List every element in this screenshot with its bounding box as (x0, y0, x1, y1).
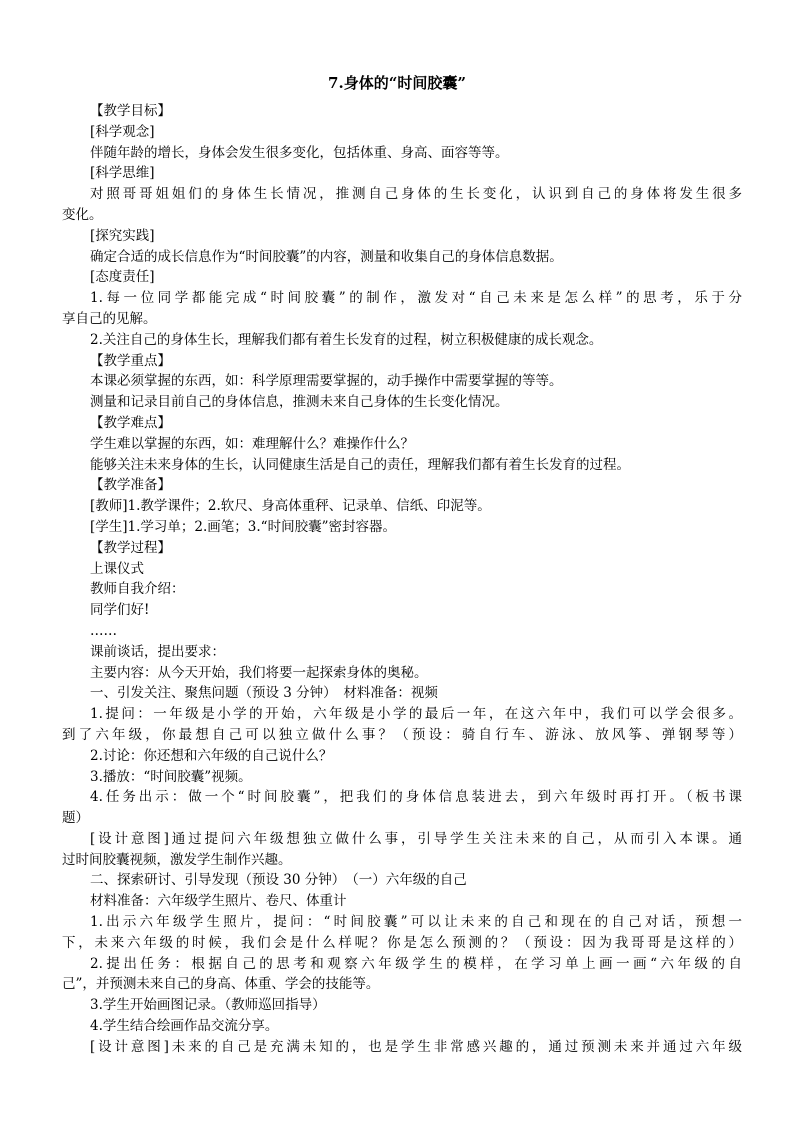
text-line: 材料准备：六年级学生照片、卷尺、体重计 (90, 893, 347, 910)
text-line: [设计意图]通过提问六年级想独立做什么事，引导学生关注未来的自己，从而引入本课。通 (90, 830, 742, 847)
text-line: 享自己的见解。 (62, 310, 157, 327)
text-line: 【教学准备】 (90, 477, 171, 494)
text-line: [教师]1.教学课件；2.软尺、身高体重秤、记录单、信纸、印泥等。 (90, 498, 491, 515)
text-line: 对照哥哥姐姐们的身体生长情况，推测自己身体的生长变化，认识到自己的身体将发生很多 (90, 186, 742, 203)
text-line: 3.学生开始画图记录。（教师巡回指导） (90, 997, 326, 1014)
text-line: [学生]1.学习单；2.画笔；3.“时间胶囊”密封容器。 (90, 518, 396, 535)
text-line: 3.播放：“时间胶囊”视频。 (90, 768, 252, 785)
text-line: 确定合适的成长信息作为“时间胶囊”的内容，测量和收集自己的身体信息数据。 (90, 248, 563, 265)
text-line: 上课仪式 (90, 560, 144, 577)
document-body (62, 101, 742, 1058)
text-line: 1.每一位同学都能完成“时间胶囊”的制作，激发对“自己未来是怎么样”的思考，乐于分 (90, 290, 742, 307)
text-line: [科学观念] (90, 123, 155, 140)
text-line: 4.任务出示：做一个“时间胶囊”，把我们的身体信息装进去，到六年级时再打开。（板书课 (90, 789, 742, 806)
text-line: 测量和记录目前自己的身体信息，推测未来自己身体的生长变化情况。 (90, 394, 509, 411)
text-line: 到了六年级，你最想自己可以独立做什么事？（预设：骑自行车、游泳、放风筝、弹钢琴等） (62, 726, 742, 743)
text-line: 教师自我介绍： (90, 581, 185, 598)
text-line: [设计意图]未来的自己是充满未知的，也是学生非常感兴趣的，通过预测未来并通过六年级 (90, 1038, 742, 1055)
text-line: 学生难以掌握的东西，如：难理解什么？难操作什么？ (90, 435, 414, 452)
text-line: [态度责任] (90, 269, 155, 286)
text-line: 1.提问：一年级是小学的开始，六年级是小学的最后一年，在这六年中，我们可以学会很多。 (90, 706, 742, 723)
text-line: 能够关注未来身体的生长，认同健康生活是自己的责任，理解我们都有着生长发育的过程。 (90, 456, 630, 473)
text-line: 同学们好! (90, 602, 150, 619)
text-line: …… (90, 622, 117, 639)
text-line: 【教学难点】 (90, 414, 171, 431)
text-line: 2.讨论：你还想和六年级的自己说什么？ (90, 747, 333, 764)
text-line: 下，未来六年级的时候，我们会是什么样呢？你是怎么预测的？（预设：因为我哥哥是这样的） (62, 934, 742, 951)
page-title: 7.身体的“时间胶囊” (328, 74, 466, 92)
text-line: 伴随年龄的增长，身体会发生很多变化，包括体重、身高、面容等等。 (90, 144, 509, 161)
text-line: [探究实践] (90, 227, 155, 244)
text-line: 课前谈话，提出要求： (90, 643, 225, 660)
text-line: 【教学过程】 (90, 539, 171, 556)
text-line: [科学思维] (90, 165, 155, 182)
text-line: 2.提出任务：根据自己的思考和观察六年级学生的模样，在学习单上画一画“六年级的自 (90, 955, 742, 972)
text-line: 过时间胶囊视频，激发学生制作兴趣。 (62, 851, 292, 868)
text-line: 变化。 (62, 206, 103, 223)
text-line: 主要内容：从今天开始，我们将要一起探索身体的奥秘。 (90, 664, 428, 681)
text-line: 一、引发关注、聚焦问题（预设 3 分钟） 材料准备：视频 (90, 685, 438, 702)
text-line: 【教学目标】 (90, 103, 171, 119)
text-line: 本课必须掌握的东西，如：科学原理需要掌握的，动手操作中需要掌握的等等。 (90, 373, 563, 390)
text-line: 己”，并预测未来自己的身高、体重、学会的技能等。 (62, 976, 380, 993)
text-line: 1.出示六年级学生照片，提问：“时间胶囊”可以让未来的自己和现在的自己对话，预想一 (90, 914, 742, 931)
text-line: 【教学重点】 (90, 352, 171, 369)
text-line: 题） (62, 810, 89, 827)
text-line: 2.关注自己的身体生长，理解我们都有着生长发育的过程，树立积极健康的成长观念。 (90, 331, 603, 348)
text-line: 4.学生结合绘画作品交流分享。 (90, 1018, 279, 1035)
text-line: 二、探索研讨、引导发现（预设 30 分钟） （一）六年级的自己 (90, 872, 467, 889)
